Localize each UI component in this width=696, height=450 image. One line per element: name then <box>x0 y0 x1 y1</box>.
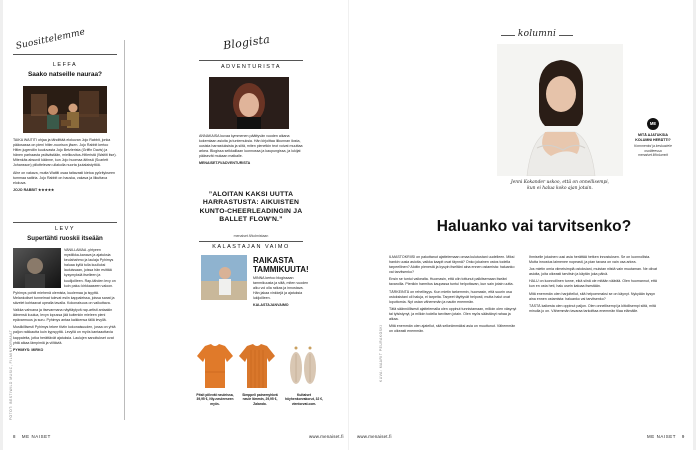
cinema-scene-icon <box>23 86 107 133</box>
columnist-portrait-icon <box>497 44 623 176</box>
me-logo-text: ME <box>649 121 657 126</box>
sweater-icon <box>195 342 235 390</box>
levy-paragraph-4: Musiikillisesti Pyhimys tekee tiiviin kokonaisuuden, jossa on yhtä paljon raikkautta kuin kypsyyttä. Levyllä on myös kantaaottavia kappaleita, jotka herättävät ajatuksia. Laulujen sanoitukset ovat yhtä aikaa lämpimiä ja viiltäviä. <box>13 325 116 345</box>
vaimo-intro <box>253 276 311 311</box>
blogger-portrait-icon <box>209 77 289 129</box>
section-rule <box>13 54 117 55</box>
blogger-portrait-photo <box>209 77 289 129</box>
column-left-paragraph-5: Mitä enemmän olen ajatellut, sitä selkeämmäksi asia on muuttunut. Vähemmän on oikeasti enemmän. <box>389 324 516 334</box>
right-brand: ME NAISET <box>647 434 676 439</box>
portrait-caption-line-2: kun ei halua koko ajan jotain. <box>527 186 593 191</box>
column-right-paragraph-2: Jos mietin omia viimeisimpiä ostoksiani, muistan niistä vain muutaman. Ne olivat asioita, joita oikeasti tarvitsin ja käytän joka päivä. <box>529 267 658 277</box>
badge-title: MITÄ AJATUKSIA KOLUMNI HERÄTTI? <box>635 133 671 142</box>
left-url[interactable]: www.menaiset.fi <box>309 434 344 439</box>
column-headline: Haluanko vai tarvitsenko? <box>436 218 632 235</box>
columnist-portrait-photo <box>497 44 623 176</box>
leffa-paragraph-2: Aihe on vakava, mutta Waititi osaa taitavasti kietoa pyöritykseen tummaa satiiria. Jojo Rabbit on hauska, vakava ja liikuttava elokuva. <box>13 170 115 185</box>
comment-badge[interactable] <box>633 118 673 157</box>
levy-paragraph-1: VANILLAMAA -yhtyeen mystiikka-kanava ja ajatuksia keulahahmo ja laulaja Pyhimys haluaa kyllä tulla kuulluksi lauluissaan, joissa hän esittää kysymyksiä itselleen ja kuulijoilleen. Rap-tähden levy on kuin paluu kirkkaaseen valoon. <box>64 248 116 288</box>
product-earrings-feather <box>285 342 321 390</box>
pull-quote: ”ALOITAN KAKSI UUTTA HARRASTUSTA: AIKUISTEN KUNTO-CHEERLEADINGIN JA BALLET FLOW'N.” <box>199 191 303 224</box>
column-right-paragraph-5: TÄSTÄ kaikesta olen oppinut paljon. Olen onnellisempi ja kiitollisempi siitä, mitä minulla jo on. Vähemmän tavaraa tarkoittaa enemmän tilaa elämälle. <box>529 303 656 313</box>
portrait-caption-line-1: Jenni Kokander uskoo, että on onnellisempi, <box>510 180 610 185</box>
left-page-number: 8 <box>13 434 17 439</box>
column-left-paragraph-3: TÄRKEINTÄ on rehellisyys. Kun mietin tarkemmin, huomasin, että suurin osa ostoksistani oli haluja, ei tarpeita. Tarpeet täyttyvät helposti, mutta halut ovat loputtomia. Nyt ostan vähemmän ja nautin enemmän. <box>389 289 512 304</box>
vaimo-headline: RAIKASTA TAMMIKUUTA! <box>253 256 309 274</box>
leffa-body <box>13 138 117 195</box>
badge-body: Kommentoi ja keskustele osoitteessa menaiset.fi/kolumnit <box>634 144 672 157</box>
levy-paragraph-2: Pyhimys pohtii miehenä olemista, kuolemaa ja isyyttä. Melankoliset tunnelmat tulevat esiin kappaleissa, joissa sanat ja sävelet kohtaavat upealla tavalla. Kokonaisuus on vaikuttava. <box>13 290 115 305</box>
section-title-suosittelemme: Suosittelemme <box>15 27 87 52</box>
column-right-paragraph-4: Mitä enemmän olen harjoitellut, sitä helpommaksi se on käynyt. Nykyään kysyn aina ennen ostamista: haluanko vai tarvitsenko? <box>529 291 656 301</box>
levy-kicker: LEVY <box>54 226 76 232</box>
product-sweater-orange-ribbed <box>237 342 277 390</box>
kolumni-rule-right <box>559 35 573 36</box>
sweater-icon <box>237 342 277 390</box>
leffa-paragraph-1: TAIKA WAITITI ohjaa ja tähdittää elokuvan Jojo Rabbit, jonka pääosassa on pieni hitler-nuorison jäsen. Jojo Rabbit kertoo Hitler-jugendiin kuuluvasta Jojo Betzlerista (Griffin Davis) ja hänen parhaasta ystävästään, mielikuvitus-Hitleristä (Waititi itse). Mitenkäs absurdi käänne, kun Jojo huomaa äitinsä (Scarlett Johansson) piilottelevan ullakolla nuorta juutalaistyttöä. <box>13 138 117 168</box>
column-left-paragraph-2: Ensin se tuntui vaikealta. Huomasin, että olin tottunut palkitsemaan itseäni tavaroilla. Pienikin harmitus kaupassa tuntui helpottavan, kun sain jotain uutta. <box>389 277 514 287</box>
column-divider <box>124 40 125 420</box>
vaimo-paragraph: MINNA kertoo blogissaan tammikuusta ja siitä, miten vuoden alku voi olla raikas ja innostava. Hän jakaa vinkkejä ja ajatuksia lukijoilleen. <box>253 276 309 301</box>
column-left-paragraph-1: ILMASTOKRIISI on pakottanut ajattelemaan omaa kulutustani uudelleen. Miksi hankin uusia asioita, vaikka kaapit ovat täynnä? Onko jokainen ostos todella tarpeellinen? Aloitin pienestä ja kysyin itseltäni aina ennen ostamista: haluanko vai tarvitsenko? <box>389 255 515 275</box>
left-photo-credit: FOTOT: BESTIWILD MUSIC, FILMINFORMAAT <box>9 329 13 420</box>
left-folio <box>13 434 51 439</box>
portrait-caption <box>489 180 631 192</box>
cinema-scene-photo <box>23 86 107 133</box>
me-logo <box>647 118 659 130</box>
right-page-number: 9 <box>681 434 685 439</box>
right-url[interactable]: www.menaiset.fi <box>357 434 392 439</box>
kolumni-rule-left <box>501 35 515 36</box>
pull-quote-source[interactable]: menaiset.fi/kolmistaan <box>233 234 269 238</box>
right-page <box>349 0 693 450</box>
product-caption-1: Pitsit piilevät neuleissa, 39,95 €, Nly-neuleeseen myös. <box>196 393 234 406</box>
earring-icon <box>285 342 321 390</box>
adventurista-label: ADVENTURISTA <box>220 64 282 70</box>
right-folio <box>647 434 685 439</box>
kolumni-label: kolumni <box>517 29 557 39</box>
left-brand: ME NAISET <box>21 434 51 439</box>
product-caption-2: Simppeli painemyhkeä neule lämmin, 29,95 €, Zalando. <box>242 393 278 406</box>
vaimo-label: KALASTAJAN VAIMO <box>212 244 290 250</box>
column-left-paragraph-4: Tätä säännöllisesti ajattelemalla olen oppinut tunnistamaan, milloin olen väsynyt tai tylsistynyt, ja milloin todella tarvitsen jotain. Olen myös säästänyt rahaa ja aikaa. <box>389 306 517 322</box>
blogger-small-photo <box>201 255 247 300</box>
right-photo-credit: KUVA: MAARIT PEURAKOSKI <box>379 324 383 382</box>
levy-rule <box>13 222 117 223</box>
product-sweater-orange-knit <box>195 342 235 390</box>
blogista-rule <box>199 60 303 61</box>
column-right-paragraph-3: HALU on luonnollinen tunne, eikä siinä ole mitään väärää. Olen huomannut, että kun en osta heti, halu usein katoaa itsestään. <box>529 279 657 289</box>
column-body-left <box>389 255 519 336</box>
levy-headline: Supertähti ruoskii itseään <box>27 235 103 242</box>
section-title-blogista: Blogista <box>222 32 271 53</box>
vaimo-rule <box>199 241 303 242</box>
adventurista-link[interactable]: MENAISET.FI/ADVENTURISTA <box>199 161 251 166</box>
leffa-credit: JOJO RABBIT ★★★★★ <box>13 187 55 192</box>
levy-paragraph-3: Vaikka vahvana ja itsevarmana näyttäytyvä rap-artisti antaakin äänensä kuulua, levyn lopussa jää kuitenkin mieleen pieni epävarmuus ja suru. Pyhimys antaa kaikkensa tällä levyllä. <box>13 308 113 323</box>
vaimo-link[interactable]: KALASTAJANVAIMO <box>253 303 289 308</box>
blogger-small-icon <box>201 255 247 300</box>
column-right-paragraph-1: Ihmiselle jokainen uusi asia herättää hetken innostuksen. Se on luonnollista. Mutta innostus laimenee nopeasti, ja pian tavara on vain osa arkea. <box>529 255 651 265</box>
levy-body <box>13 248 117 355</box>
product-caption-3: Kultaiset höyhenkorvakorut, 32 €, vientorvat.com. <box>285 393 323 406</box>
left-page <box>3 0 348 450</box>
column-body-right <box>529 255 659 316</box>
adventurista-intro <box>199 134 303 169</box>
adventurista-paragraph: ANNAKAISA kuvaa kymmenen päättyvän vuoden aikana kokemiaan asioita ja tuntemuksia. Hän kirjoittaa liikunnan ilosta, uusista harrastuksista ja siitä, miten pienetkin teot voivat muuttaa arkea. Blogissa seikkaillaan luonnossa ja kaupungissa, ja lukijat pääsevät mukaan matkalle. <box>199 134 303 159</box>
levy-credit: PYHIMYS: MIRKO <box>13 347 44 352</box>
leffa-kicker: LEFFA <box>52 62 78 68</box>
leffa-headline: Saako natseille nauraa? <box>27 71 103 78</box>
